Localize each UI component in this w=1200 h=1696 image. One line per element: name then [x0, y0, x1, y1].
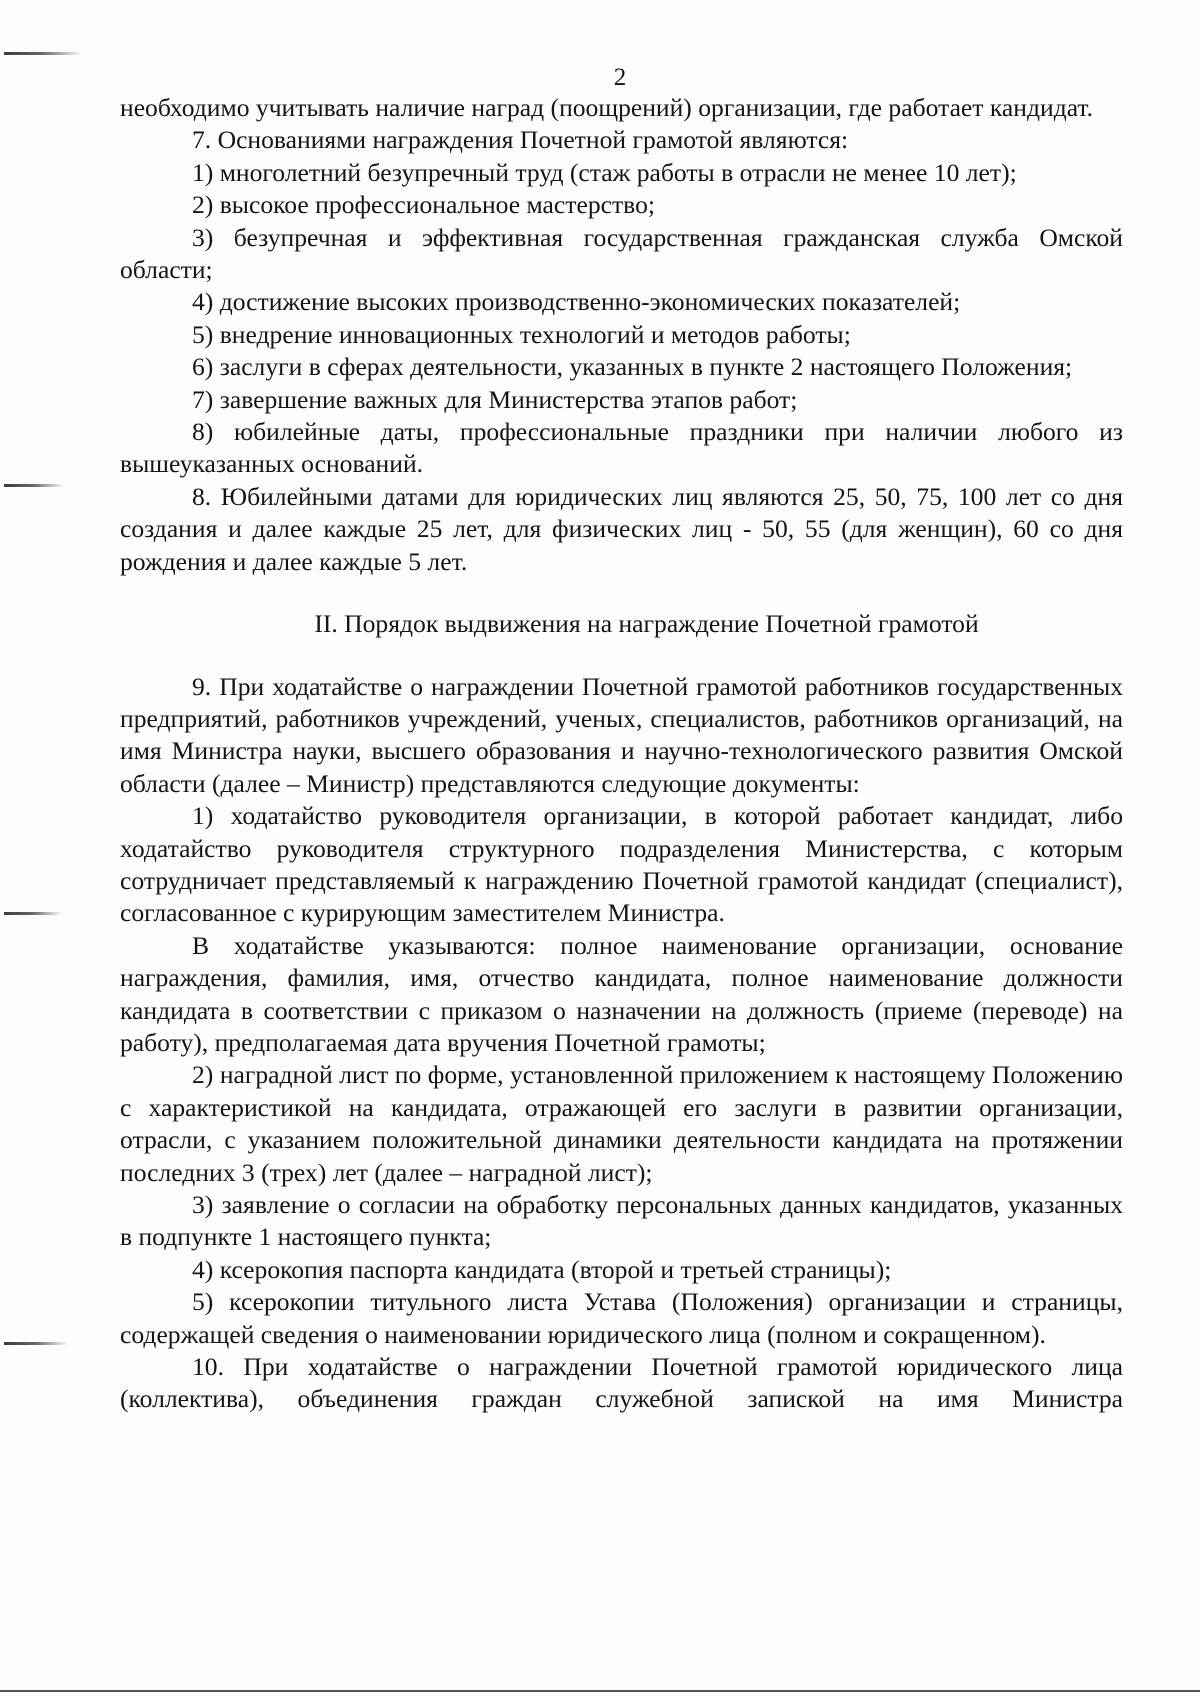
clause-7-item-1: 1) многолетний безупречный труд (стаж работы в отрасли не менее 10 лет); [192, 157, 1017, 187]
clause-9-item-1-details: В ходатайстве указываются: полное наименование организации, основание награждения, фамилия, имя, отчество кандидата, полное наименование должности кандидата в соответствии с приказом о назначении на должность (приеме (переводе) на работу), предполагаемая дата вручения Почетной грамоты; [120, 930, 1123, 1057]
clause-9: 9. При ходатайстве о награждении Почетной грамотой работников государственных предприятий, работников учреждений, ученых, специалистов, работников организаций, на имя Министра науки, высшего образования и научно-технологического развития Омской области (далее – Министр) представляются следующие документы: [120, 671, 1123, 798]
scan-artifact-mark [4, 484, 64, 487]
page-number: 2 [613, 64, 627, 91]
clause-9-item-1: 1) ходатайство руководителя организации, в которой работает кандидат, либо ходатайство руководителя структурного подразделения Министерства, с которым сотрудничает представляемый к награждению Почетной грамотой кандидат (специалист), согласованное с курирующим заместителем Министра. [120, 801, 1123, 928]
scan-artifact-mark [4, 52, 82, 55]
clause-7-item-8: 8) юбилейные даты, профессиональные праздники при наличии любого из вышеуказанных оснований. [120, 417, 1123, 479]
clause-7-item-5: 5) внедрение инновационных технологий и методов работы; [192, 319, 851, 349]
document-body [120, 92, 1123, 1416]
clause-9-item-4: 4) ксерокопия паспорта кандидата (второй и третьей страницы); [192, 1254, 892, 1284]
clause-8: 8. Юбилейными датами для юридических лиц являются 25, 50, 75, 100 лет со дня создания и далее каждые 25 лет, для физических лиц - 50, 55 (для женщин), 60 со дня рождения и далее каждые 5 лет. [120, 481, 1123, 576]
scan-artifact-mark [4, 1342, 68, 1345]
paragraph-continuation: необходимо учитывать наличие наград (поощрений) организации, где работает кандидат. [120, 93, 1094, 122]
clause-7-item-3: 3) безупречная и эффективная государственная гражданская служба Омской области; [120, 222, 1123, 285]
clause-7-item-6: 6) заслуги в сферах деятельности, указанных в пункте 2 настоящего Положения; [192, 352, 1073, 382]
clause-7-item-4: 4) достижение высоких производственно-экономических показателей; [192, 287, 961, 317]
clause-9-item-2: 2) наградной лист по форме, установленной приложением к настоящему Положению с характеристикой на кандидата, отражающей его заслуги в развитии организации, отрасли, с указанием положительной динамики деятельности кандидата на протяжении последних 3 (трех) лет (далее – наградной лист); [120, 1060, 1123, 1187]
scan-artifact-mark [4, 912, 62, 915]
scan-bottom-edge [0, 1690, 1200, 1692]
section-heading: II. Порядок выдвижения на награждение Почетной грамотой [314, 609, 979, 639]
clause-10: 10. При ходатайстве о награждении Почетной грамотой юридического лица (коллектива), объединения граждан служебной запиской на имя Министра [120, 1352, 1123, 1414]
clause-7-item-7: 7) завершение важных для Министерства этапов работ; [192, 384, 798, 414]
clause-9-item-5: 5) ксерокопии титульного листа Устава (Положения) организации и страницы, содержащей сведения о наименовании юридического лица (полном и сокращенном). [120, 1287, 1123, 1349]
clause-9-item-3: 3) заявление о согласии на обработку персональных данных кандидатов, указанных в подпункте 1 настоящего пункта; [120, 1190, 1123, 1252]
clause-7-item-2: 2) высокое профессиональное мастерство; [192, 190, 655, 220]
clause-7-heading: 7. Основаниями награждения Почетной грамотой являются: [192, 125, 849, 155]
